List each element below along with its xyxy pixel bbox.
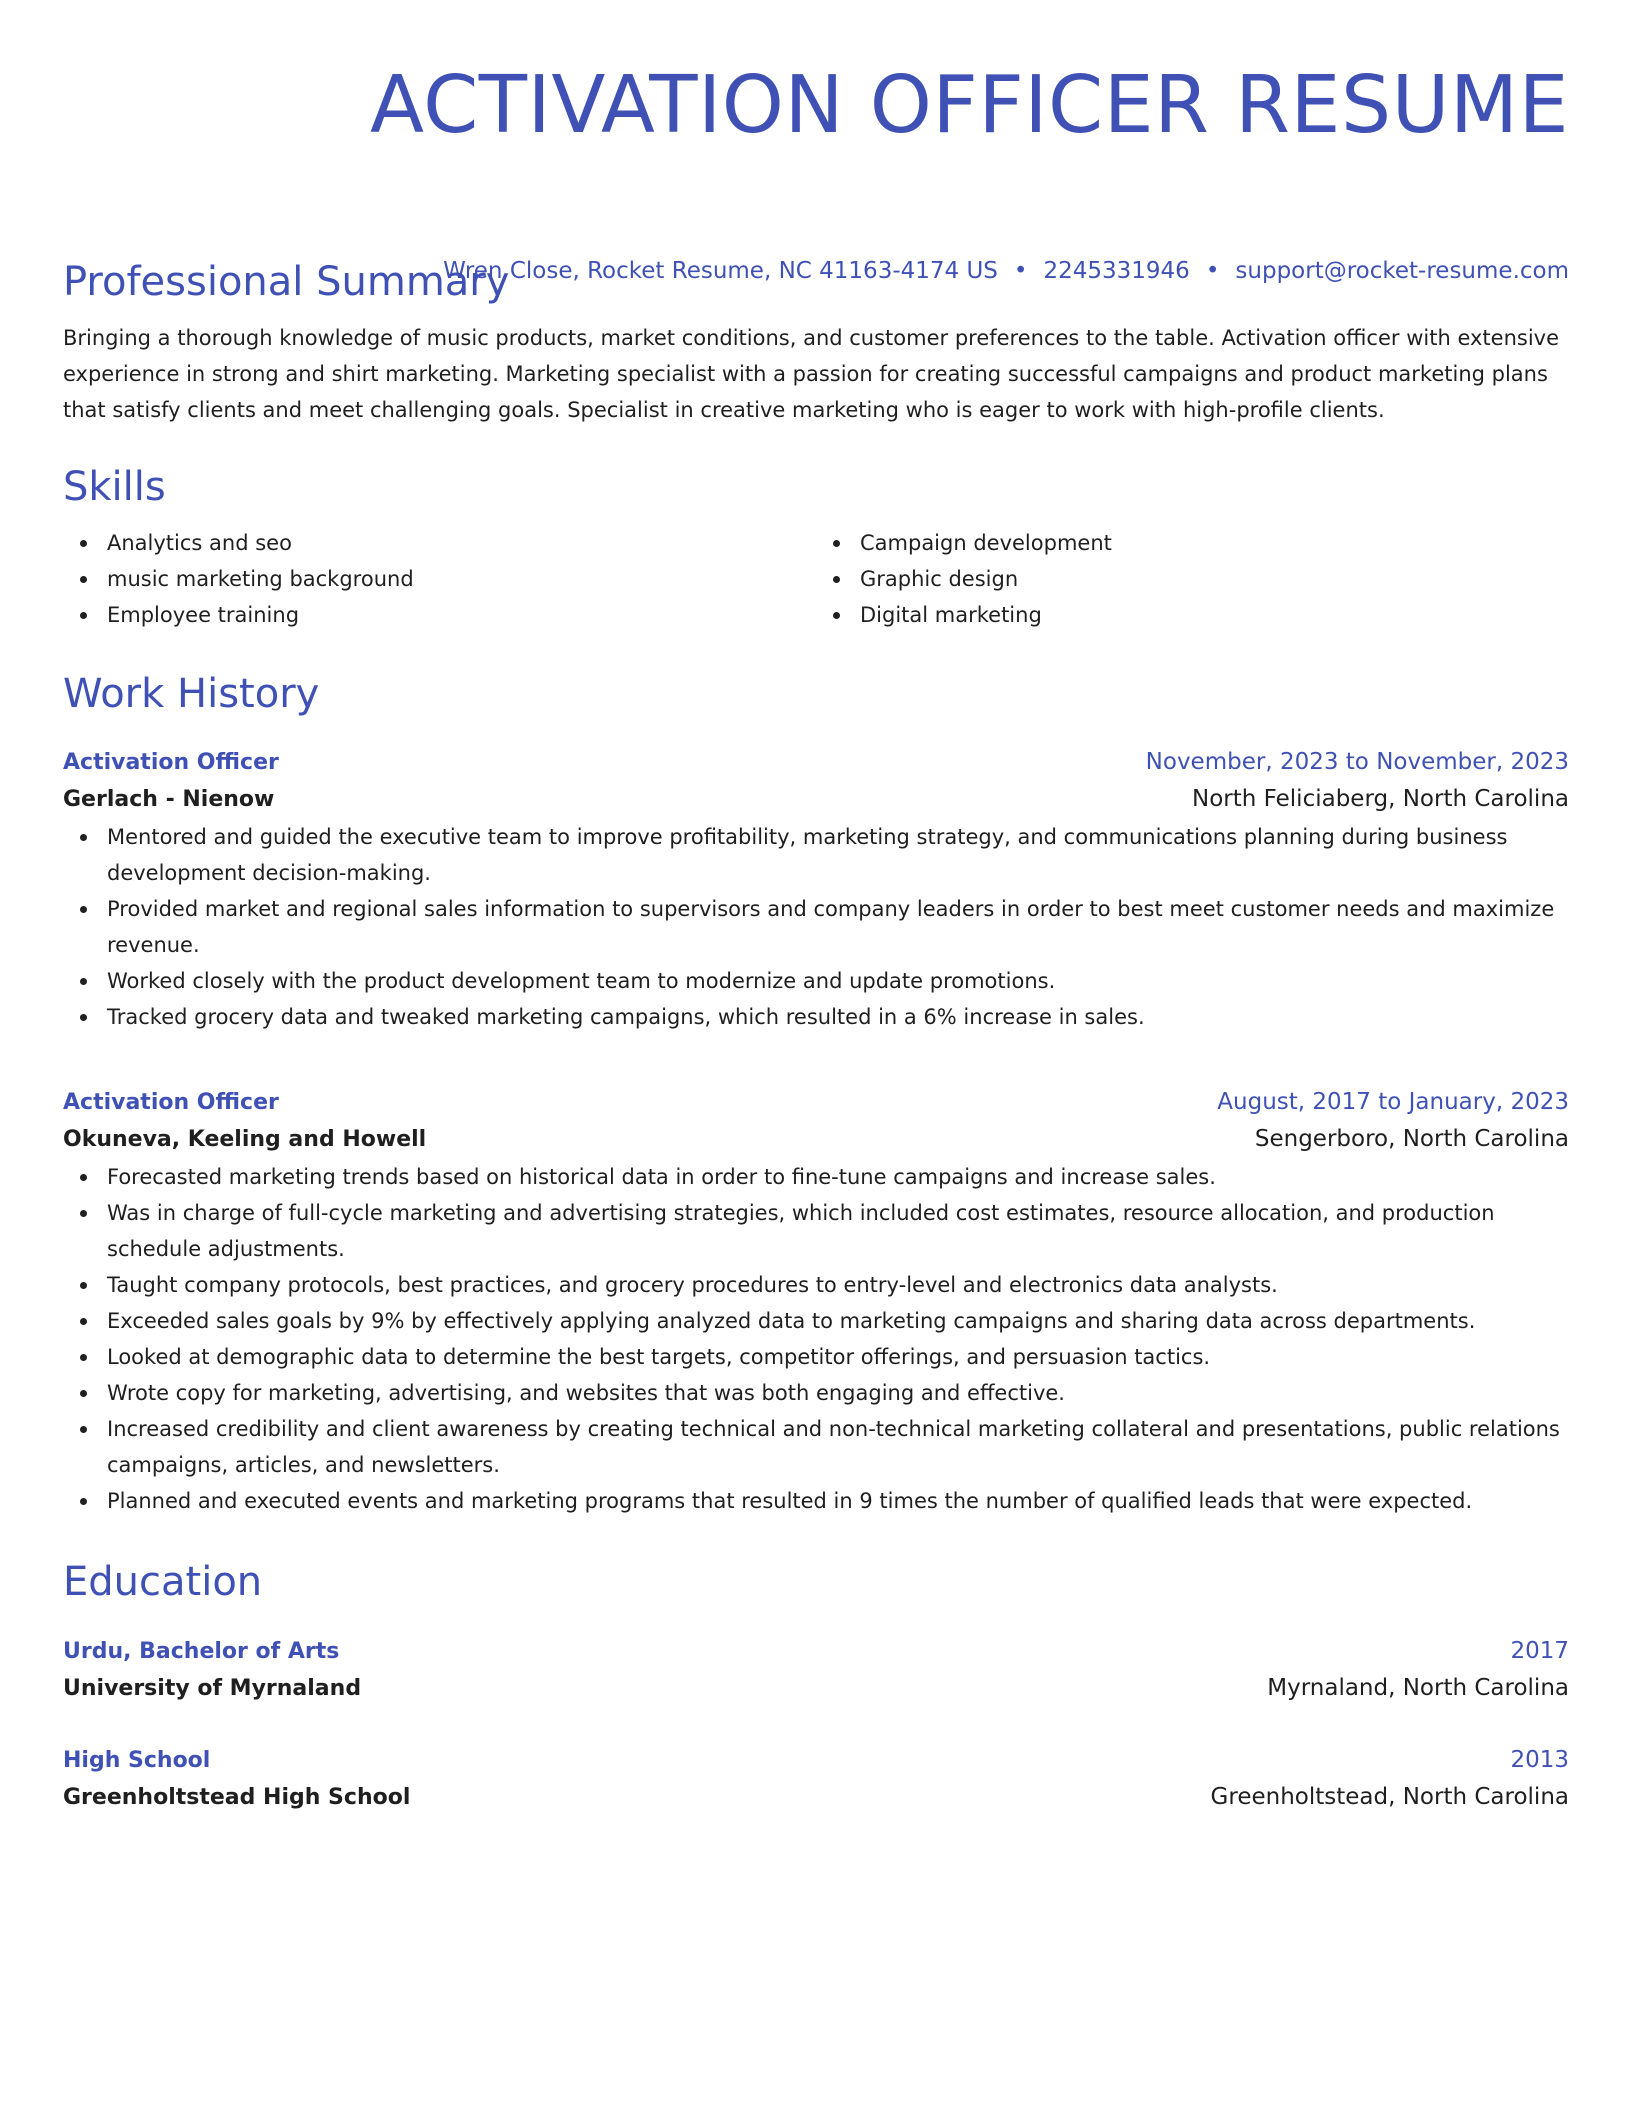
skill-item: Analytics and seo — [63, 525, 816, 561]
education-section — [63, 1558, 1569, 1606]
work-history-section — [63, 670, 1569, 718]
education-location: Greenholtstead, North Carolina — [1210, 1784, 1569, 1810]
skill-item: Campaign development — [816, 525, 1569, 561]
contact-email: support@rocket-resume.com — [1235, 258, 1569, 284]
job-bullet: Was in charge of full-cycle marketing and advertising strategies, which included cost estimates, resource allocation, and production schedule adjustments. — [63, 1195, 1569, 1267]
job-bullets — [63, 819, 1569, 1035]
job-entry — [63, 1085, 1569, 1519]
job-bullet: Taught company protocols, best practices, and grocery procedures to entry-level and electronics data analysts. — [63, 1267, 1569, 1303]
job-bullet: Worked closely with the product development team to modernize and update promotions. — [63, 963, 1569, 999]
job-location: North Feliciaberg, North Carolina — [1192, 786, 1569, 812]
job-bullet: Planned and executed events and marketing programs that resulted in 9 times the number of qualified leads that were expected. — [63, 1483, 1569, 1519]
skill-item: music marketing background — [63, 561, 816, 597]
education-entry — [63, 1743, 1569, 1817]
job-dates: November, 2023 to November, 2023 — [1145, 749, 1569, 775]
job-employer: Gerlach - Nienow — [63, 787, 275, 812]
job-bullet: Increased credibility and client awareness by creating technical and non-technical marketing collateral and presentations, public relations campaigns, articles, and newsletters. — [63, 1411, 1569, 1483]
job-employer-row — [63, 780, 1569, 819]
education-degree: Urdu, Bachelor of Arts — [63, 1639, 340, 1664]
education-entry — [63, 1634, 1569, 1708]
education-header-row — [63, 1743, 1569, 1778]
job-bullet: Mentored and guided the executive team to improve profitability, marketing strategy, and communications planning during business development decision-making. — [63, 819, 1569, 891]
work-history-heading: Work History — [63, 671, 320, 717]
education-school: Greenholtstead High School — [63, 1785, 411, 1810]
education-year: 2017 — [1510, 1638, 1569, 1664]
education-degree: High School — [63, 1748, 211, 1773]
contact-separator: • — [1205, 258, 1220, 284]
job-title: Activation Officer — [63, 1090, 279, 1115]
education-location: Myrnaland, North Carolina — [1267, 1675, 1569, 1701]
job-employer: Okuneva, Keeling and Howell — [63, 1127, 427, 1152]
skills-section — [63, 463, 1569, 633]
contact-separator: • — [1013, 258, 1028, 284]
summary-heading: Professional Summary — [63, 259, 510, 305]
contact-address: Wren Close, Rocket Resume, NC 41163-4174 US — [443, 258, 998, 284]
education-school-row — [63, 1669, 1569, 1708]
skills-heading: Skills — [63, 464, 166, 510]
job-bullets — [63, 1159, 1569, 1519]
skills-grid — [63, 525, 1569, 633]
education-header-row — [63, 1634, 1569, 1669]
job-bullet: Provided market and regional sales information to supervisors and company leaders in order to best meet customer needs and maximize revenue. — [63, 891, 1569, 963]
job-bullet: Forecasted marketing trends based on historical data in order to fine-tune campaigns and increase sales. — [63, 1159, 1569, 1195]
resume-title: ACTIVATION OFFICER RESUME — [369, 59, 1569, 151]
job-dates: August, 2017 to January, 2023 — [1217, 1089, 1569, 1115]
job-entry — [63, 745, 1569, 1035]
job-bullet: Exceeded sales goals by 9% by effectively applying analyzed data to marketing campaigns and sharing data across departments. — [63, 1303, 1569, 1339]
job-header-row — [63, 1085, 1569, 1120]
job-bullet: Tracked grocery data and tweaked marketing campaigns, which resulted in a 6% increase in sales. — [63, 999, 1569, 1035]
job-header-row — [63, 745, 1569, 780]
contact-phone: 2245331946 — [1043, 258, 1190, 284]
summary-section — [63, 258, 1569, 428]
job-location: Sengerboro, North Carolina — [1254, 1126, 1569, 1152]
summary-text: Bringing a thorough knowledge of music products, market conditions, and customer preferences to the table. Activation officer with extensive experience in strong and shirt marketing. Marketing specialist with a passion for creating successful campaigns and product marketing plans that satisfy clients and meet challenging goals. Specialist in creative marketing who is eager to work with high-profile clients. — [63, 326, 1560, 422]
education-school-row — [63, 1778, 1569, 1817]
skills-list-right — [816, 525, 1569, 633]
education-year: 2013 — [1510, 1747, 1569, 1773]
job-title: Activation Officer — [63, 750, 279, 775]
skill-item: Digital marketing — [816, 597, 1569, 633]
skills-list-left — [63, 525, 816, 633]
job-bullet: Looked at demographic data to determine the best targets, competitor offerings, and persuasion tactics. — [63, 1339, 1569, 1375]
education-school: University of Myrnaland — [63, 1676, 362, 1701]
skill-item: Graphic design — [816, 561, 1569, 597]
job-employer-row — [63, 1120, 1569, 1159]
education-heading: Education — [63, 1559, 263, 1605]
job-bullet: Wrote copy for marketing, advertising, and websites that was both engaging and effective. — [63, 1375, 1569, 1411]
skill-item: Employee training — [63, 597, 816, 633]
